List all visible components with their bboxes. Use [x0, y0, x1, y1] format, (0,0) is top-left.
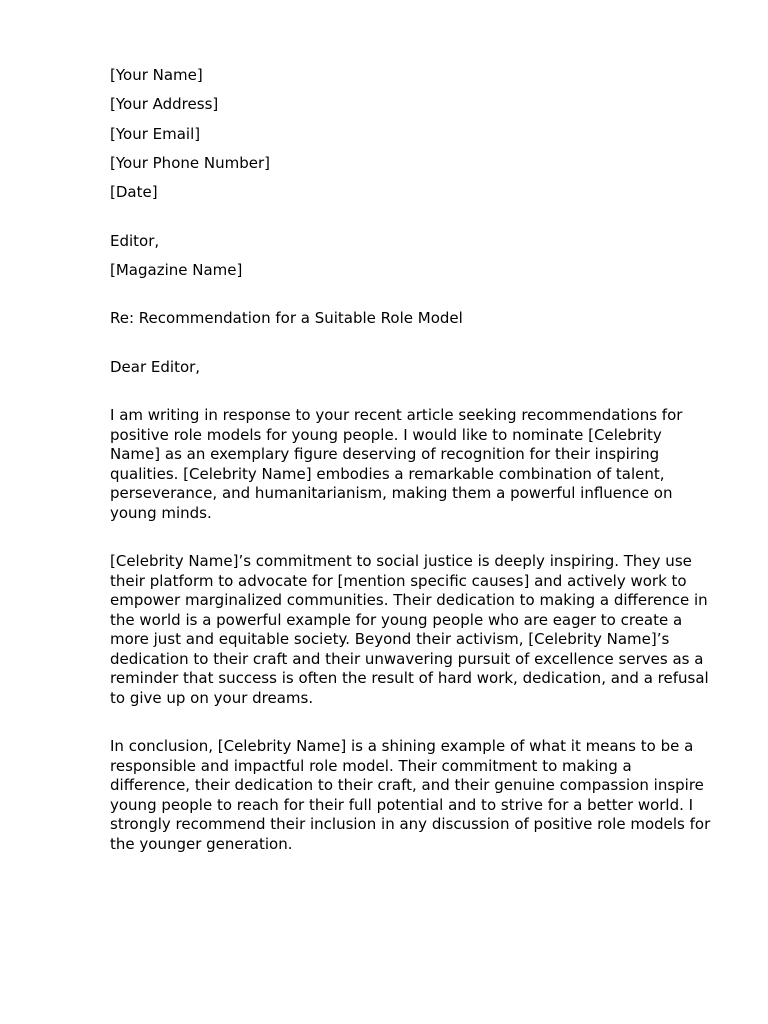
letter-date: [Date]	[110, 183, 158, 202]
body-paragraph-intro: I am writing in response to your recent article seeking recommendations for positive role models for young people. I would like to nominate [Celebrity Name] as an exemplary figure deserving of recognition for their inspiring qualities. [Celebrity Name] embodies a remarkable combination of talent, perseverance, and humanitarianism, making them a powerful influence on young minds.	[110, 406, 683, 522]
recipient-title: Editor,	[110, 231, 160, 250]
body-paragraph-conclusion: In conclusion, [Celebrity Name] is a shining example of what it means to be a responsible and impactful role model. Their commitment to making a difference, their dedication to their craft, and their genuine compassion inspire young people to reach for their full potential and to strive for a better world. I strongly recommend their inclusion in any discussion of positive role models for the younger generation.	[110, 737, 711, 853]
body-paragraph-commitment: [Celebrity Name]’s commitment to social justice is deeply inspiring. They use their platform to advocate for [mention specific causes] and actively work to empower marginalized communities. Their dedication to making a difference in the world is a powerful example for young people who are eager to create a more just and equitable society. Beyond their activism, [Celebrity Name]’s dedication to their craft and their unwavering pursuit of excellence serves as a reminder that success is often the result of hard work, dedication, and a refusal to give up on your dreams.	[110, 552, 709, 707]
sender-phone: [Your Phone Number]	[110, 153, 270, 172]
sender-name: [Your Name]	[110, 66, 203, 84]
sender-block	[110, 66, 715, 203]
recipient-block	[110, 232, 715, 281]
recipient-magazine: [Magazine Name]	[110, 260, 243, 279]
letter-page	[110, 66, 715, 854]
sender-email: [Your Email]	[110, 124, 201, 143]
subject-line: Re: Recommendation for a Suitable Role Model	[110, 309, 463, 328]
salutation: Dear Editor,	[110, 357, 201, 376]
sender-address: [Your Address]	[110, 95, 219, 114]
